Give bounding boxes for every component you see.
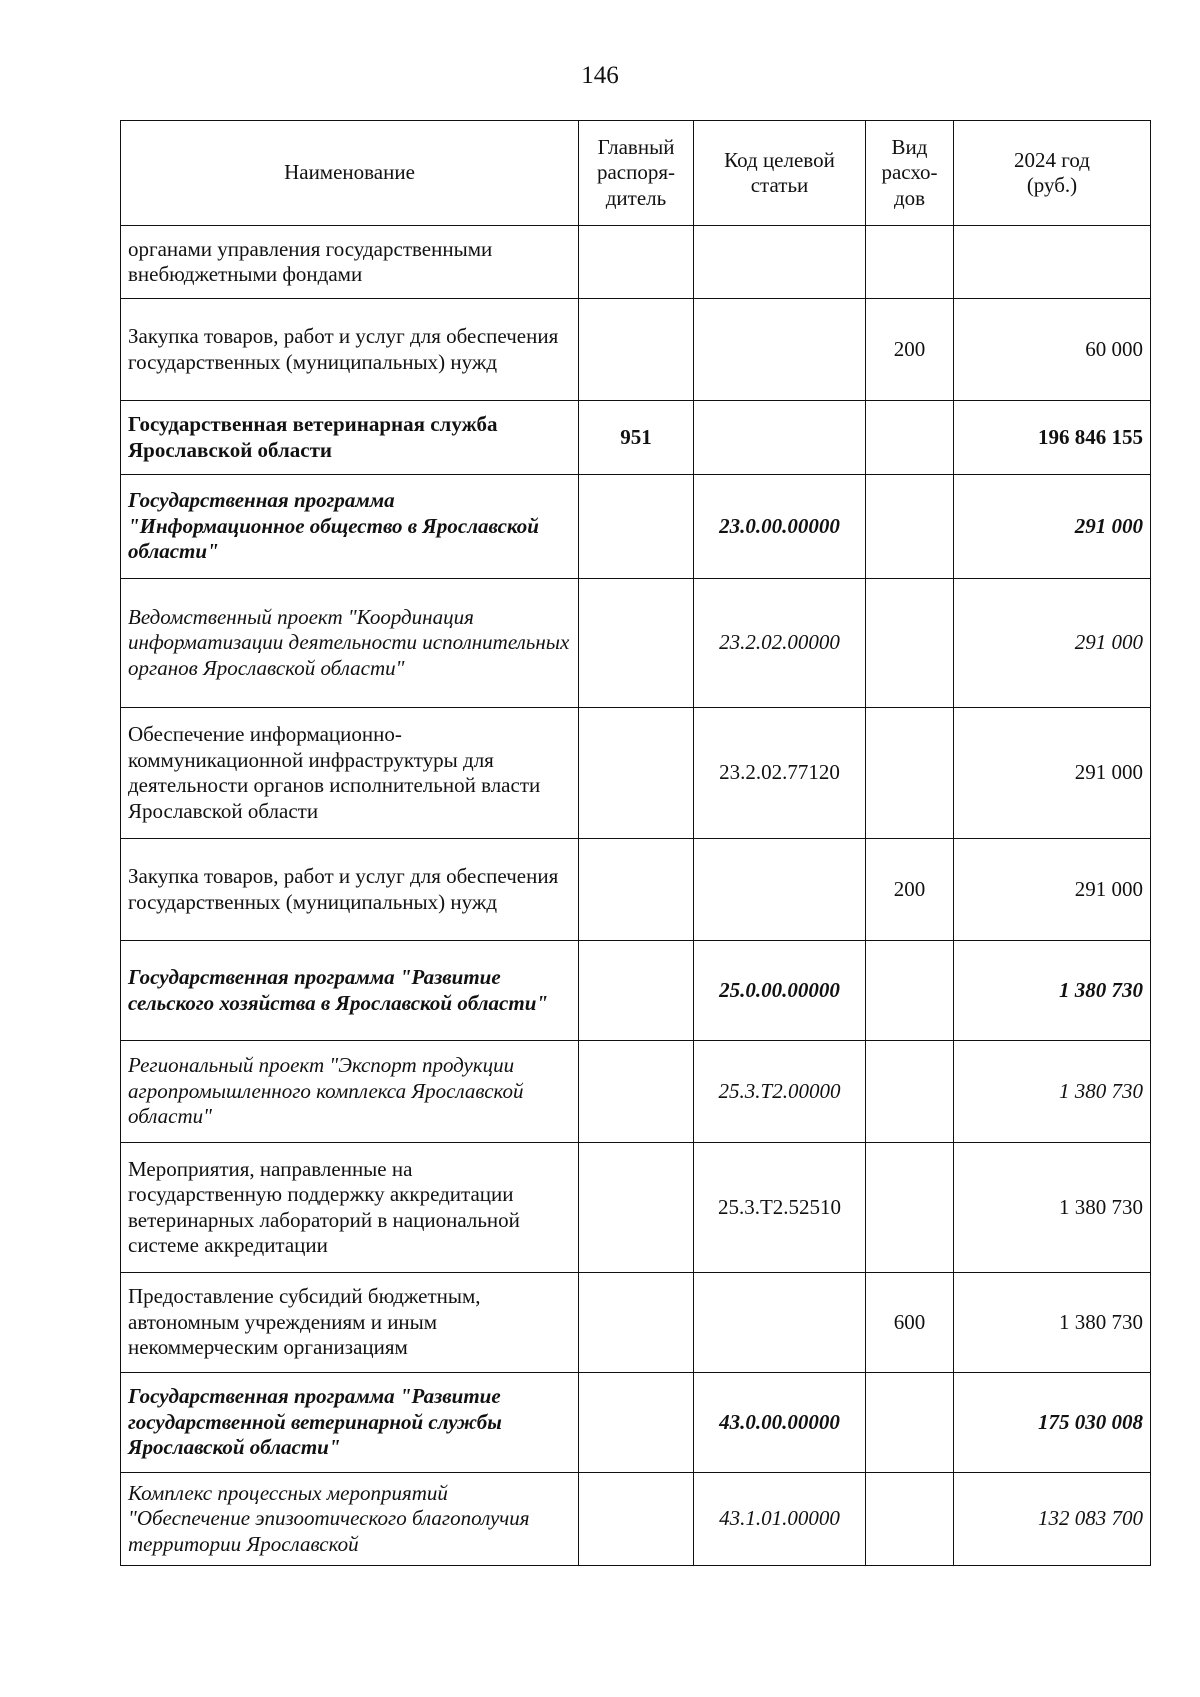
table-row xyxy=(121,708,1151,839)
amount-cell: 291 000 xyxy=(954,475,1151,579)
code-cell xyxy=(694,1273,866,1373)
type-cell: 600 xyxy=(866,1273,954,1373)
table-row xyxy=(121,226,1151,299)
header-amount-label: 2024 год (руб.) xyxy=(1014,147,1090,197)
chief-cell xyxy=(579,941,694,1041)
code-cell: 43.0.00.00000 xyxy=(694,1373,866,1473)
code-cell: 23.2.02.77120 xyxy=(694,708,866,839)
table-row xyxy=(121,1273,1151,1373)
amount-cell xyxy=(954,226,1151,299)
name-cell: Предоставление субсидий бюджетным, автономным учреждениям и иным некоммерческим организациям xyxy=(121,1273,579,1373)
name-cell: органами управления государственными внебюджетными фондами xyxy=(121,226,579,299)
chief-cell xyxy=(579,1373,694,1473)
amount-cell: 175 030 008 xyxy=(954,1373,1151,1473)
type-cell: 200 xyxy=(866,839,954,941)
amount-cell: 291 000 xyxy=(954,708,1151,839)
type-cell xyxy=(866,941,954,1041)
chief-cell xyxy=(579,579,694,708)
code-cell: 23.2.02.00000 xyxy=(694,579,866,708)
code-cell: 25.3.Т2.52510 xyxy=(694,1143,866,1273)
table-row xyxy=(121,1143,1151,1273)
header-chief-administrator: Главный распоря-дитель xyxy=(579,121,694,226)
header-amount-2024 xyxy=(954,121,1151,226)
type-cell xyxy=(866,1143,954,1273)
chief-cell xyxy=(579,1473,694,1566)
chief-cell xyxy=(579,299,694,401)
header-target-code: Код целевой статьи xyxy=(694,121,866,226)
amount-cell: 1 380 730 xyxy=(954,1273,1151,1373)
name-cell: Закупка товаров, работ и услуг для обеспечения государственных (муниципальных) нужд xyxy=(121,839,579,941)
amount-cell: 291 000 xyxy=(954,839,1151,941)
chief-cell xyxy=(579,475,694,579)
table-row xyxy=(121,1473,1151,1566)
type-cell xyxy=(866,708,954,839)
name-cell: Государственная программа "Развитие государственной ветеринарной службы Ярославской области" xyxy=(121,1373,579,1473)
name-cell: Обеспечение информационно-коммуникационной инфраструктуры для деятельности органов исполнительной власти Ярославской области xyxy=(121,708,579,839)
amount-cell: 1 380 730 xyxy=(954,1041,1151,1143)
table-row xyxy=(121,475,1151,579)
table-row xyxy=(121,839,1151,941)
type-cell xyxy=(866,226,954,299)
name-cell: Региональный проект "Экспорт продукции агропромышленного комплекса Ярославской области" xyxy=(121,1041,579,1143)
amount-cell: 132 083 700 xyxy=(954,1473,1151,1566)
code-cell xyxy=(694,839,866,941)
name-cell: Комплекс процессных мероприятий "Обеспечение эпизоотического благополучия территории Ярославской xyxy=(121,1473,579,1566)
name-cell: Ведомственный проект "Координация информатизации деятельности исполнительных органов Ярославской области" xyxy=(121,579,579,708)
chief-cell xyxy=(579,1273,694,1373)
amount-cell: 1 380 730 xyxy=(954,941,1151,1041)
name-cell: Закупка товаров, работ и услуг для обеспечения государственных (муниципальных) нужд xyxy=(121,299,579,401)
chief-cell xyxy=(579,1041,694,1143)
table-row xyxy=(121,1041,1151,1143)
type-cell xyxy=(866,401,954,475)
table-row xyxy=(121,401,1151,475)
type-cell xyxy=(866,1041,954,1143)
header-name: Наименование xyxy=(121,121,579,226)
type-cell xyxy=(866,1373,954,1473)
amount-cell: 60 000 xyxy=(954,299,1151,401)
name-cell: Мероприятия, направленные на государственную поддержку аккредитации ветеринарных лабораторий в национальной системе аккредитации xyxy=(121,1143,579,1273)
name-cell: Государственная программа "Информационное общество в Ярославской области" xyxy=(121,475,579,579)
type-cell xyxy=(866,1473,954,1566)
type-cell xyxy=(866,475,954,579)
type-cell xyxy=(866,579,954,708)
code-cell: 25.0.00.00000 xyxy=(694,941,866,1041)
chief-cell xyxy=(579,708,694,839)
type-cell: 200 xyxy=(866,299,954,401)
table-row xyxy=(121,579,1151,708)
chief-cell: 951 xyxy=(579,401,694,475)
code-cell xyxy=(694,226,866,299)
header-expense-type: Вид расхо-дов xyxy=(866,121,954,226)
amount-cell: 1 380 730 xyxy=(954,1143,1151,1273)
name-cell: Государственная программа "Развитие сельского хозяйства в Ярославской области" xyxy=(121,941,579,1041)
table-row xyxy=(121,941,1151,1041)
table-row xyxy=(121,1373,1151,1473)
chief-cell xyxy=(579,226,694,299)
page-number: 146 xyxy=(581,62,619,89)
name-cell: Государственная ветеринарная служба Ярославской области xyxy=(121,401,579,475)
code-cell: 43.1.01.00000 xyxy=(694,1473,866,1566)
code-cell xyxy=(694,401,866,475)
code-cell xyxy=(694,299,866,401)
chief-cell xyxy=(579,1143,694,1273)
chief-cell xyxy=(579,839,694,941)
budget-table xyxy=(120,120,1151,1566)
amount-cell: 196 846 155 xyxy=(954,401,1151,475)
amount-cell: 291 000 xyxy=(954,579,1151,708)
code-cell: 25.3.Т2.00000 xyxy=(694,1041,866,1143)
table-row xyxy=(121,299,1151,401)
table-header-row xyxy=(121,121,1151,226)
code-cell: 23.0.00.00000 xyxy=(694,475,866,579)
